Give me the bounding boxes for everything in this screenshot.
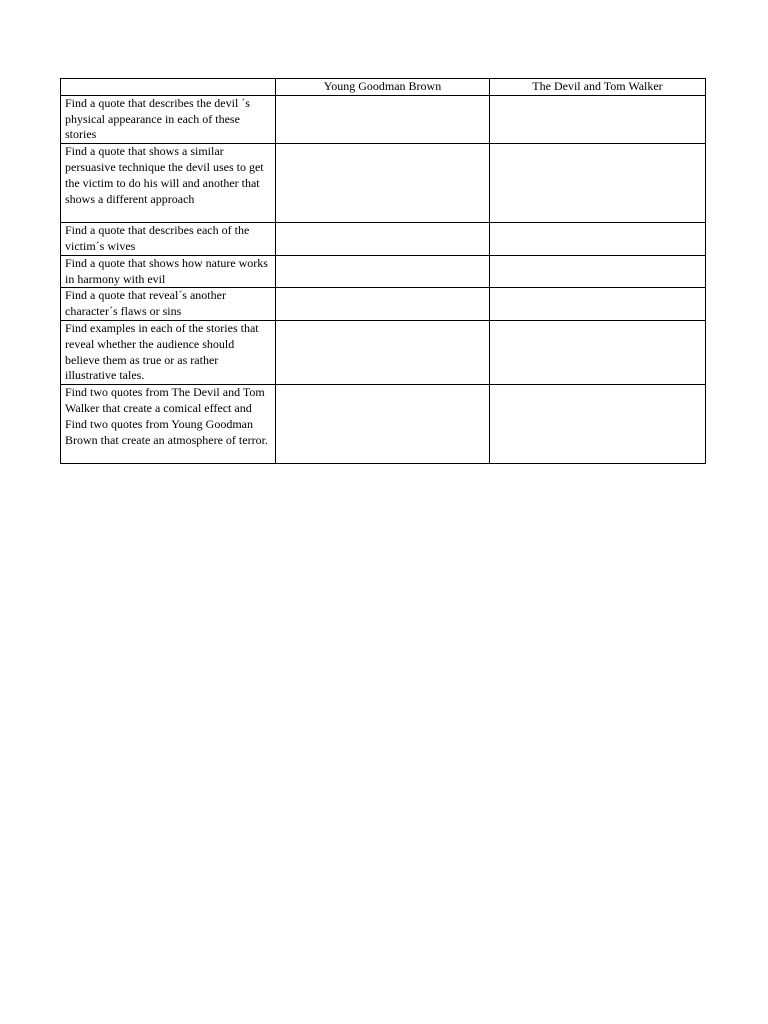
prompt-cell: Find a quote that describes the devil ´s physical appearance in each of these stories — [61, 95, 276, 143]
header-young-goodman-brown: Young Goodman Brown — [276, 79, 490, 96]
answer-cell-devil-and-tom-walker — [490, 223, 706, 256]
answer-cell-young-goodman-brown — [276, 255, 490, 288]
answer-cell-devil-and-tom-walker — [490, 385, 706, 464]
header-blank-cell — [61, 79, 276, 96]
answer-cell-young-goodman-brown — [276, 223, 490, 256]
prompt-cell: Find two quotes from The Devil and Tom Walker that create a comical effect and Find two quotes from Young Goodman Brown that create an atmosphere of terror. — [61, 385, 276, 464]
table-row — [61, 320, 706, 384]
answer-cell-devil-and-tom-walker — [490, 288, 706, 321]
answer-cell-young-goodman-brown — [276, 95, 490, 143]
answer-cell-devil-and-tom-walker — [490, 144, 706, 223]
table-row — [61, 223, 706, 256]
table-row — [61, 95, 706, 143]
table-header-row — [61, 79, 706, 96]
prompt-cell: Find a quote that reveal´s another character´s flaws or sins — [61, 288, 276, 321]
answer-cell-young-goodman-brown — [276, 385, 490, 464]
table-row — [61, 255, 706, 288]
table-row — [61, 385, 706, 464]
answer-cell-devil-and-tom-walker — [490, 320, 706, 384]
answer-cell-young-goodman-brown — [276, 288, 490, 321]
table-row — [61, 288, 706, 321]
comparison-table — [60, 78, 706, 464]
answer-cell-devil-and-tom-walker — [490, 255, 706, 288]
prompt-cell: Find a quote that shows how nature works in harmony with evil — [61, 255, 276, 288]
answer-cell-young-goodman-brown — [276, 144, 490, 223]
prompt-cell: Find a quote that shows a similar persuasive technique the devil uses to get the victim to do his will and another that shows a different approach — [61, 144, 276, 223]
answer-cell-devil-and-tom-walker — [490, 95, 706, 143]
header-devil-and-tom-walker: The Devil and Tom Walker — [490, 79, 706, 96]
answer-cell-young-goodman-brown — [276, 320, 490, 384]
prompt-cell: Find a quote that describes each of the victim´s wives — [61, 223, 276, 256]
table-row — [61, 144, 706, 223]
prompt-cell: Find examples in each of the stories that reveal whether the audience should believe them as true or as rather illustrative tales. — [61, 320, 276, 384]
